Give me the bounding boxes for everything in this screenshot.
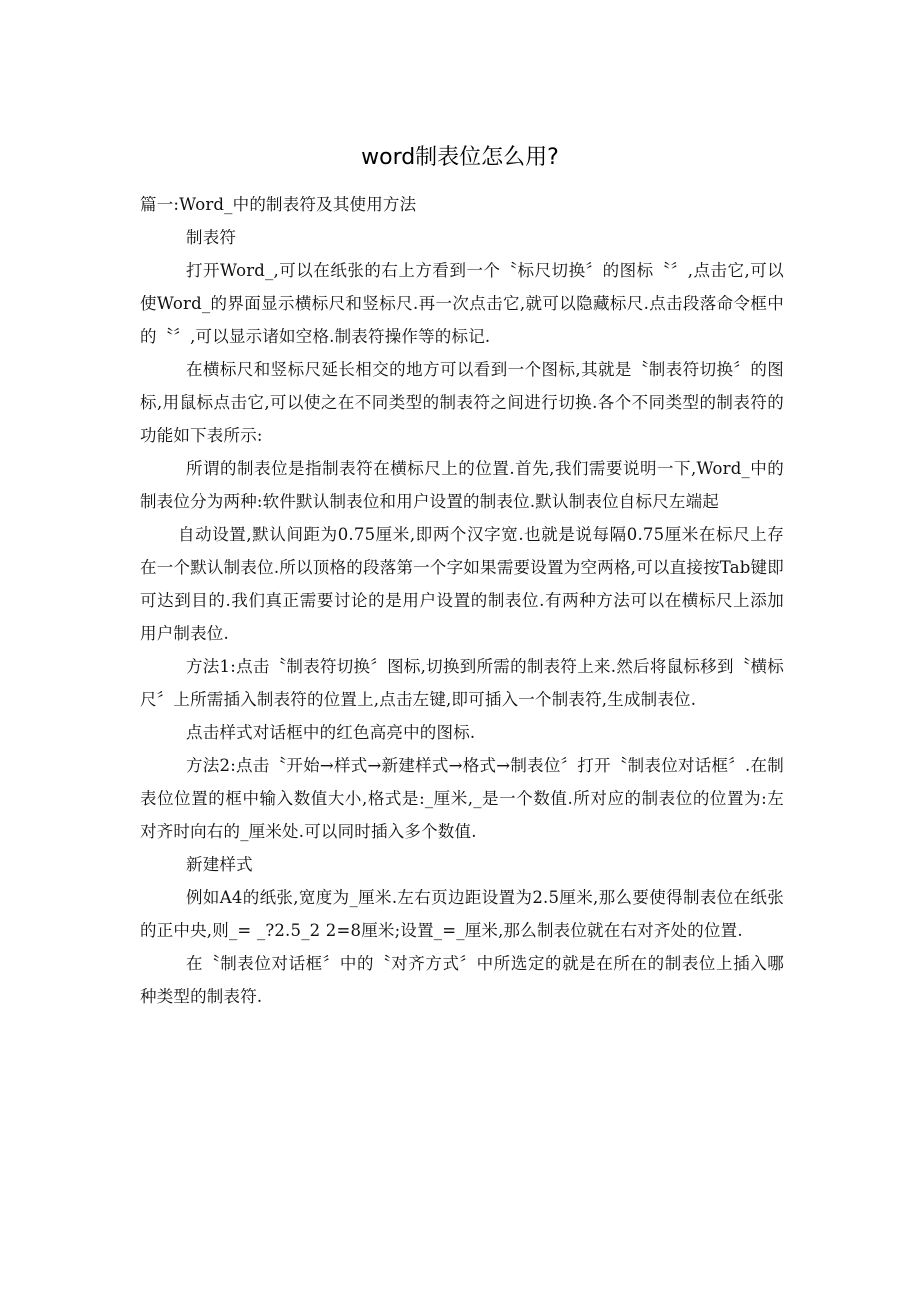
paragraph-tab-stop-definition: 所谓的制表位是指制表符在横标尺上的位置.首先,我们需要说明一下,Word_中的制表位分为两种:软件默认制表位和用户设置的制表位.默认制表位自标尺左端起 bbox=[140, 459, 784, 511]
paragraph-default-spacing: 自动设置,默认间距为0.75厘米,即两个汉字宽.也就是说每隔0.75厘米在标尺上存在一个默认制表位.所以顶格的段落第一个字如果需要设置为空两格,可以直接按Tab键即可达到目的.我们真正需要讨论的是用户设置的制表位.有两种方法可以在横标尺上添加用户制表位. bbox=[140, 525, 784, 643]
paragraph-alignment-option: 在〝制表位对话框〞中的〝对齐方式〞中所选定的就是在所在的制表位上插入哪种类型的制表符. bbox=[140, 954, 784, 1006]
section-heading: 篇一:Word_中的制表符及其使用方法 bbox=[140, 195, 417, 214]
document-body bbox=[140, 188, 784, 1013]
paragraph-tab-switch: 在横标尺和竖标尺延长相交的地方可以看到一个图标,其就是〝制表符切换〞的图标,用鼠标点击它,可以使之在不同类型的制表符之间进行切换.各个不同类型的制表符的功能如下表所示: bbox=[140, 360, 784, 445]
paragraph-style-dialog-icon: 点击样式对话框中的红色高亮中的图标. bbox=[186, 723, 476, 742]
paragraph-a4-example: 例如A4的纸张,宽度为_厘米.左右页边距设置为2.5厘米,那么要使得制表位在纸张的正中央,则_= _?2.5_2 2=8厘米;设置_=_厘米,那么制表位就在右对齐处的位置. bbox=[140, 888, 784, 940]
document-title: word制表位怎么用? bbox=[361, 145, 559, 170]
paragraph-ruler-toggle: 打开Word_,可以在纸张的右上方看到一个〝标尺切换〞的图标〝〞,点击它,可以使Word_的界面显示横标尺和竖标尺.再一次点击它,就可以隐藏标尺.点击段落命令框中的〝〞,可以显示诸如空格.制表符操作等的标记. bbox=[140, 261, 784, 346]
subheading-tab-character: 制表符 bbox=[186, 228, 237, 247]
paragraph-method-two: 方法2:点击〝开始→样式→新建样式→格式→制表位〞打开〝制表位对话框〞.在制表位位置的框中输入数值大小,格式是:_厘米,_是一个数值.所对应的制表位的位置为:左对齐时向右的_厘米处.可以同时插入多个数值. bbox=[140, 756, 784, 841]
paragraph-method-one: 方法1:点击〝制表符切换〞图标,切换到所需的制表符上来.然后将鼠标移到〝横标尺〞上所需插入制表符的位置上,点击左键,即可插入一个制表符,生成制表位. bbox=[140, 657, 784, 709]
subheading-new-style: 新建样式 bbox=[186, 855, 253, 874]
